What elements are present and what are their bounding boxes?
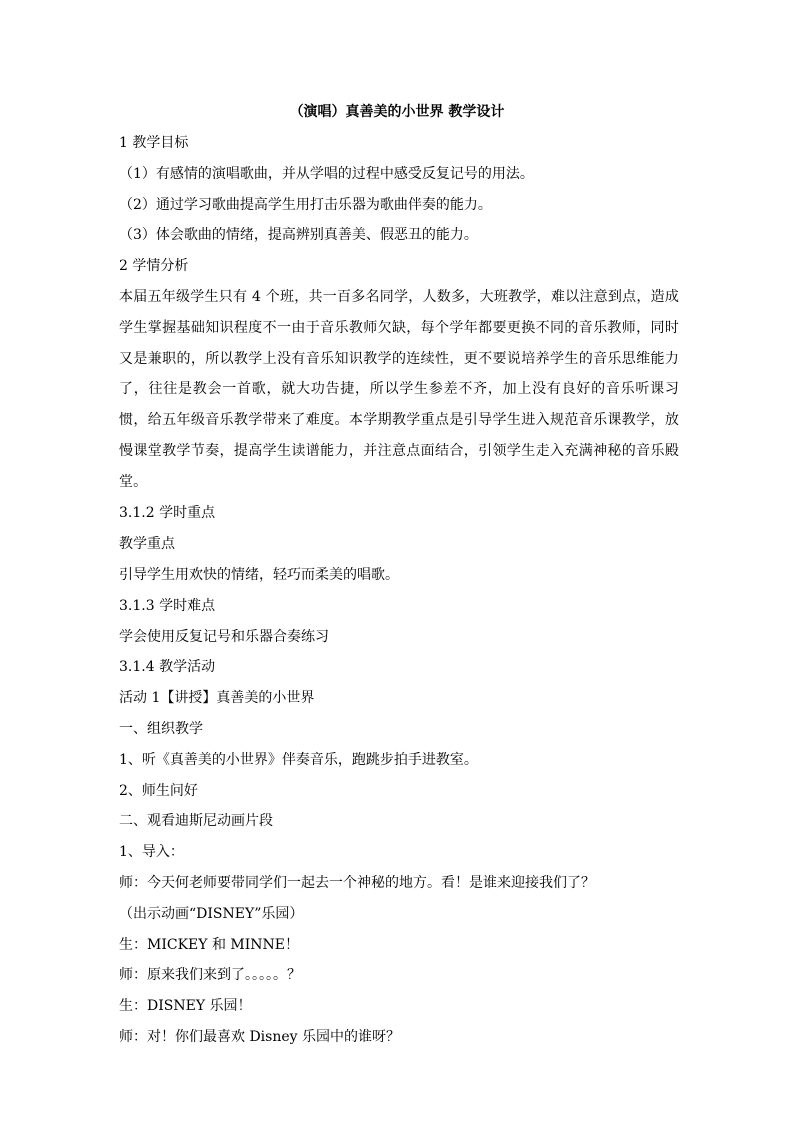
heading-activities: 3.1.4 教学活动 xyxy=(119,659,216,676)
goal-item-2: （2）通过学习歌曲提高学生用打击乐器为歌曲伴奏的能力。 xyxy=(119,196,492,213)
section-organize-teaching: 一、组织教学 xyxy=(119,720,203,737)
dialogue-teacher-2: 师：原来我们来到了。。。。。？ xyxy=(119,967,301,984)
activity-1-title: 活动 1【讲授】真善美的小世界 xyxy=(119,690,315,707)
student-analysis-paragraph: 本届五年级学生只有 4 个班，共一百多名同学，人数多，大班教学，难以注意到点，造成学生掌握基础知识程度不一由于音乐教师欠缺，每个学年都要更换不同的音乐教师，同时又是兼职的，所以教学上没有音乐知识教学的连续性，更不要说培养学生的音乐思维能力了，往往是教会一首歌，就大功告捷，所以学生参差不齐，加上没有良好的音乐听课习惯，给五年级音乐教学带来了难度。本学期教学重点是引导学生进入规范音乐课教学，放慢课堂教学节奏，提高学生读谱能力，并注意点面结合，引领学生走入充满神秘的音乐殿堂。 xyxy=(119,288,679,490)
dialogue-teacher-3: 师：对！你们最喜欢 Disney 乐园中的谁呀？ xyxy=(119,1028,400,1045)
dialogue-teacher-1: 师：今天何老师要带同学们一起去一个神秘的地方。看！是谁来迎接我们了？ xyxy=(119,874,595,891)
step-greeting: 2、师生问好 xyxy=(119,782,198,799)
heading-teaching-goals: 1 教学目标 xyxy=(119,135,189,151)
teaching-focus-text: 引导学生用欢快的情绪，轻巧而柔美的唱歌。 xyxy=(119,566,399,583)
dialogue-show-animation: （出示动画“DISNEY”乐园） xyxy=(119,905,304,922)
heading-key-points: 3.1.2 学时重点 xyxy=(119,505,216,522)
document-body xyxy=(119,133,679,1058)
dialogue-student-2: 生：DISNEY 乐园！ xyxy=(119,998,252,1015)
subheading-teaching-focus: 教学重点 xyxy=(119,536,175,553)
step-introduction: 1、导入： xyxy=(119,844,184,861)
dialogue-student-1: 生：MICKEY 和 MINNE！ xyxy=(119,936,299,953)
goal-item-3: （3）体会歌曲的情绪，提高辨别真善美、假恶丑的能力。 xyxy=(119,227,478,244)
goal-item-1: （1）有感情的演唱歌曲，并从学唱的过程中感受反复记号的用法。 xyxy=(119,165,534,182)
document-title: （演唱）真善美的小世界 教学设计 xyxy=(289,104,505,120)
heading-student-analysis: 2 学情分析 xyxy=(119,258,189,275)
heading-difficulties: 3.1.3 学时难点 xyxy=(119,597,216,614)
section-watch-disney: 二、观看迪斯尼动画片段 xyxy=(119,813,273,830)
step-listen-music: 1、听《真善美的小世界》伴奏音乐，跑跳步拍手进教室。 xyxy=(119,751,478,768)
difficulties-text: 学会使用反复记号和乐器合奏练习 xyxy=(119,628,329,645)
